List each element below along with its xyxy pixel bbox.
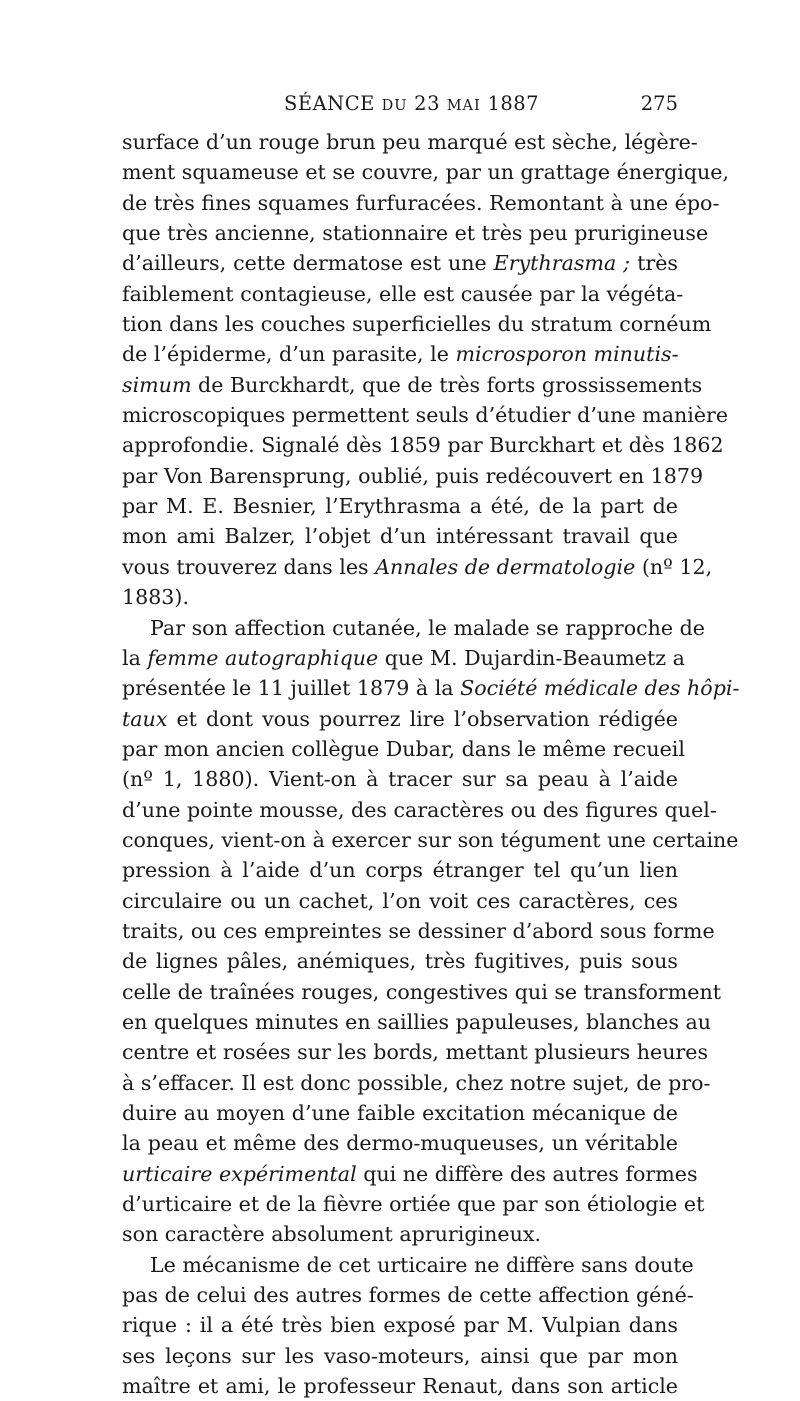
text-line: ses leçons sur les vaso-moteurs, ainsi que par mon	[122, 1343, 678, 1368]
text-line: d’urticaire et de la fièvre ortiée que par son étiologie et	[122, 1192, 705, 1217]
text-line: duire au moyen d’une faible excitation mécanique de	[122, 1101, 678, 1125]
text-segment: présentée le 11 juillet 1879 à la	[122, 676, 461, 701]
text-line: celle de traînées rouges, congestives qui se transforment	[122, 979, 721, 1004]
running-head-word: SÉANCE	[284, 92, 375, 115]
running-head-word: 1887	[487, 92, 540, 115]
text-line: (nº 1, 1880). Vient-on à tracer sur sa peau à l’aide	[122, 767, 678, 792]
text-segment: que M. Dujardin-Beaumetz a	[378, 645, 685, 670]
text-segment: d’ailleurs, cette dermatose est une	[122, 251, 494, 276]
text-line: pas de celui des autres formes de cette affection géné-	[122, 1283, 694, 1308]
text-line: surface d’un rouge brun peu marqué est sèche, légère-	[122, 130, 698, 154]
text-line: maître et ami, le professeur Renaut, dans son article	[122, 1374, 678, 1399]
text-line: traits, ou ces empreintes se dessiner d’abord sous forme	[122, 918, 715, 943]
text-line: par mon ancien collègue Dubar, dans le même recueil	[122, 736, 685, 761]
text-line	[122, 1159, 698, 1189]
text-line	[122, 643, 685, 673]
text-line: 1883).	[122, 585, 189, 610]
text-line	[122, 552, 713, 582]
text-line: de très fines squames furfuracées. Remontant à une épo-	[122, 190, 720, 215]
text-line: à s’effacer. Il est donc possible, chez notre sujet, de pro-	[122, 1070, 711, 1095]
running-head-word: MAI	[446, 98, 481, 114]
text-line: la peau et même des dermo-muqueuses, un véritable	[122, 1131, 678, 1156]
italic-term: Annales de dermatologie	[375, 554, 636, 579]
text-line: approfondie. Signalé dès 1859 par Burckhart et dès 1862	[122, 433, 724, 458]
text-segment: de l’épiderme, d’un parasite, le	[122, 342, 456, 367]
text-line: tion dans les couches superficielles du stratum cornéum	[122, 312, 712, 337]
text-line	[122, 673, 740, 703]
body-text	[122, 127, 740, 1401]
italic-term: femme autographique	[147, 645, 379, 670]
text-line: centre et rosées sur les bords, mettant plusieurs heures	[122, 1040, 709, 1065]
text-segment: vous trouverez dans les	[122, 554, 376, 579]
text-line: ment squameuse et se couvre, par un grattage énergique,	[122, 160, 730, 185]
text-line: par Von Barensprung, oublié, puis redécouvert en 1879	[122, 463, 704, 488]
text-line: mon ami Balzer, l’objet d’un intéressant travail que	[122, 524, 678, 549]
italic-term: simum	[122, 372, 192, 397]
italic-term: Société médicale des hôpi-	[460, 676, 740, 701]
text-line	[122, 248, 678, 278]
text-line: rique : il a été très bien exposé par M. Vulpian dans	[122, 1313, 678, 1338]
italic-term: taux	[122, 706, 168, 731]
running-head-word: DU	[381, 98, 408, 114]
page-number: 275	[640, 92, 678, 115]
text-line	[122, 339, 678, 369]
text-segment: (nº 12,	[635, 554, 713, 579]
italic-term: Erythrasma ;	[493, 251, 631, 276]
running-head	[284, 92, 539, 115]
text-line: son caractère absolument aprurigineux.	[122, 1222, 542, 1247]
text-line: par M. E. Besnier, l’Erythrasma a été, de la part de	[122, 494, 678, 519]
text-line: Par son affection cutanée, le malade se rapproche de	[150, 615, 705, 640]
text-line	[122, 370, 703, 400]
text-line: en quelques minutes en saillies papuleuses, blanches au	[122, 1009, 711, 1034]
text-segment: et dont vous pourrez lire l’observation rédigée	[167, 706, 678, 731]
text-line: d’une pointe mousse, des caractères ou des figures quel-	[122, 797, 717, 822]
italic-term: urticaire expérimental	[122, 1161, 357, 1186]
running-head-word: 23	[414, 92, 440, 115]
text-segment: qui ne diffère des autres formes	[356, 1161, 698, 1186]
text-segment: très	[630, 251, 678, 276]
text-line: pression à l’aide d’un corps étranger tel qu’un lien	[122, 858, 678, 883]
text-line: Le mécanisme de cet urticaire ne diffère sans doute	[150, 1252, 694, 1277]
text-line: conques, vient-on à exercer sur son tégument une certaine	[122, 827, 739, 852]
text-segment: la	[122, 645, 148, 670]
text-segment: de Burckhardt, que de très forts grossissements	[191, 372, 703, 397]
text-line: que très ancienne, stationnaire et très peu prurigineuse	[122, 221, 709, 246]
text-line: circulaire ou un cachet, l’on voit ces caractères, ces	[122, 888, 678, 913]
page-header	[122, 92, 678, 122]
text-line: microscopiques permettent seuls d’étudier d’une manière	[122, 403, 729, 428]
italic-term: microsporon minutis-	[455, 342, 679, 367]
text-line	[122, 704, 678, 734]
text-line: de lignes pâles, anémiques, très fugitives, puis sous	[122, 949, 678, 974]
text-line: faiblement contagieuse, elle est causée par la végéta-	[122, 281, 684, 306]
